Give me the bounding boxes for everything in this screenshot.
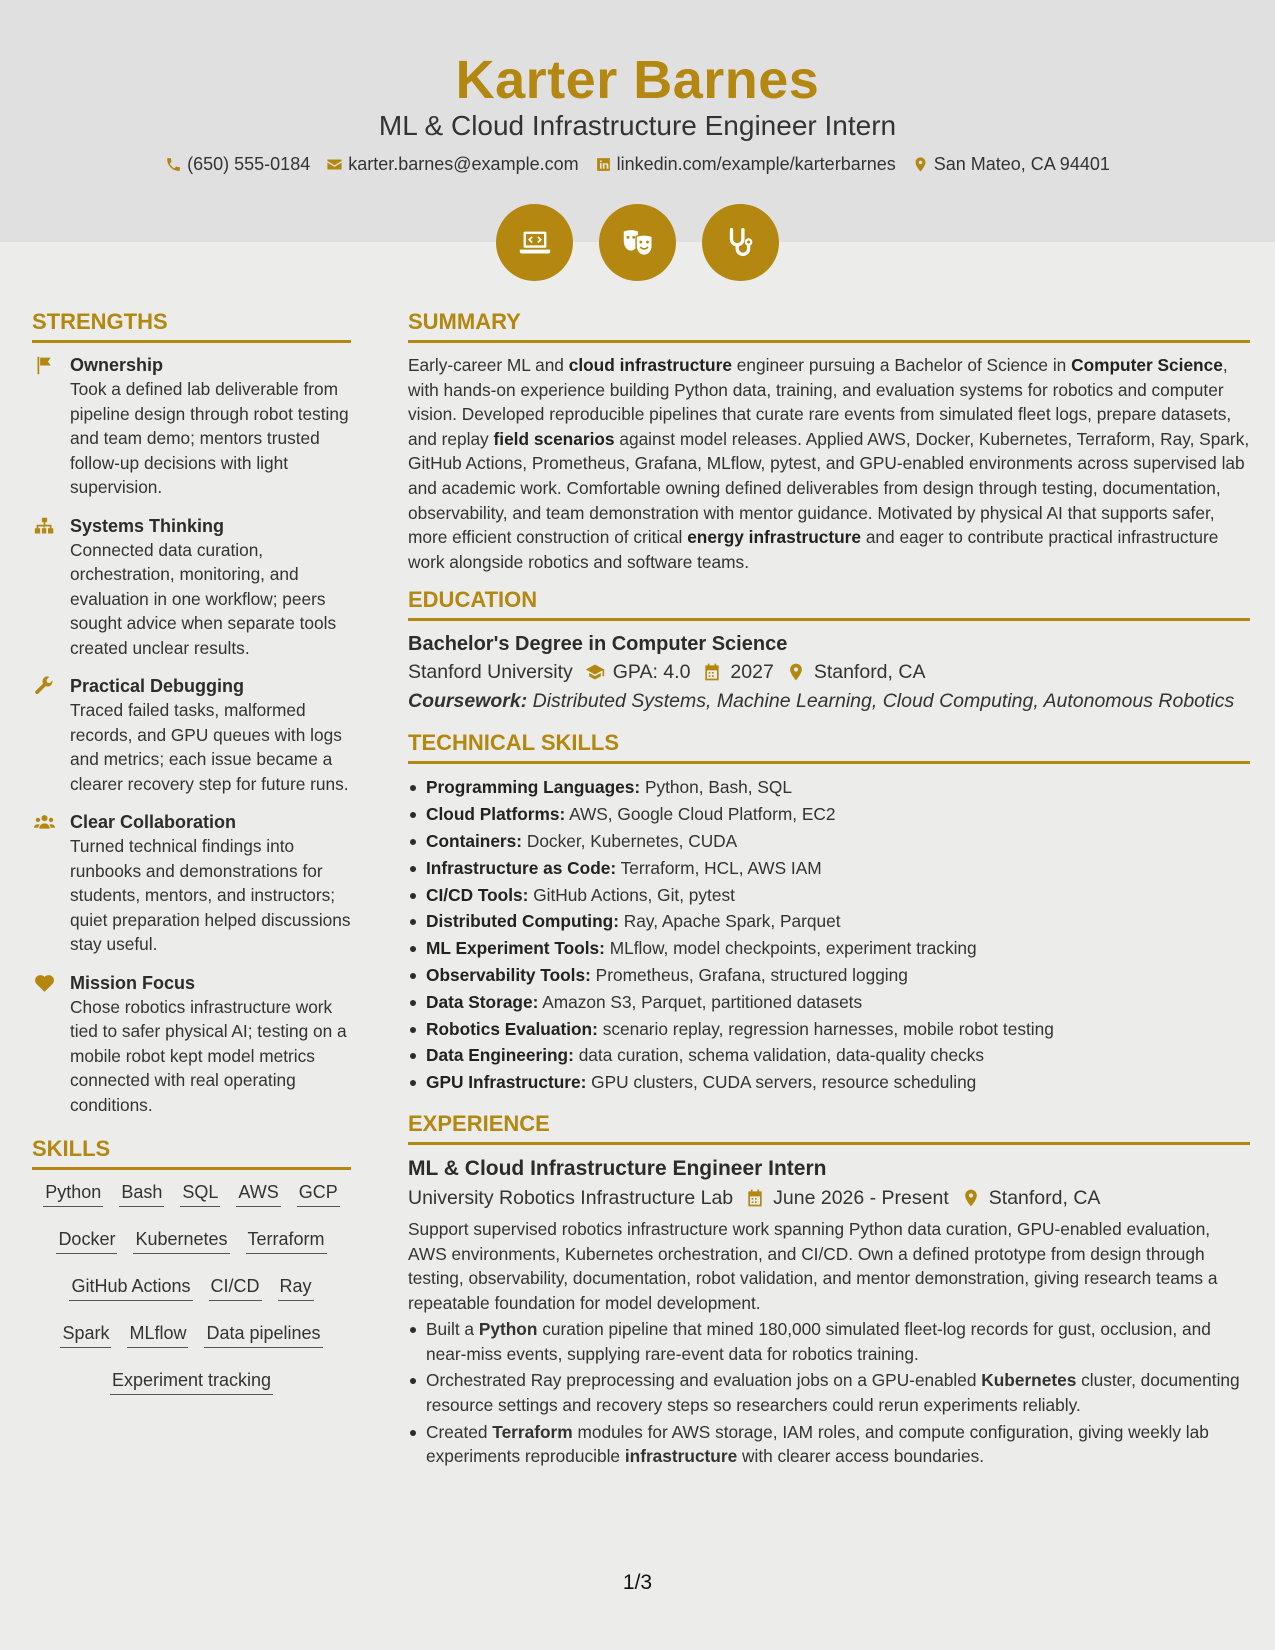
bold-phrase: infrastructure: [624, 1446, 738, 1467]
badge-stethoscope: [702, 204, 779, 281]
text-run: and eager to contribute practical infrastructure work alongside robotics and software teams.: [408, 527, 1219, 572]
contact-bar: [0, 152, 1275, 176]
calendar-icon: [745, 1188, 765, 1208]
skill-label: Data Engineering:: [426, 1045, 574, 1066]
contact-location: [912, 152, 1110, 176]
bold-phrase: cloud infrastructure: [568, 355, 732, 375]
email-text: karter.barnes@example.com: [348, 154, 579, 174]
list-item: [408, 908, 1250, 935]
skill-value: data curation, schema validation, data-quality checks: [578, 1045, 985, 1066]
school-name: Stanford University: [408, 661, 573, 684]
skill-value: Ray, Apache Spark, Parquet: [623, 911, 841, 932]
list-item: [408, 828, 1250, 855]
skill-value: Terraform, HCL, AWS IAM: [620, 857, 822, 878]
list-item: [408, 935, 1250, 962]
list-item: [408, 989, 1250, 1016]
list-item: [408, 1069, 1250, 1096]
skills-heading: SKILLS: [32, 1135, 351, 1170]
contact-email[interactable]: [326, 152, 578, 176]
stethoscope-icon: [722, 224, 760, 262]
text-run: Orchestrated Ray preprocessing and evaluation jobs on a GPU-enabled: [426, 1370, 982, 1391]
map-marker-icon: [912, 156, 929, 173]
contact-linkedin[interactable]: [595, 152, 896, 176]
skill-tag: CI/CD: [209, 1274, 262, 1301]
coursework-list: Distributed Systems, Machine Learning, Cloud Computing, Autonomous Robotics: [532, 690, 1235, 713]
list-item: [408, 774, 1250, 801]
school-location: Stanford, CA: [813, 661, 926, 684]
skill-label: ML Experiment Tools:: [426, 938, 605, 959]
skill-label: Distributed Computing:: [426, 911, 619, 932]
badge-laptop: [496, 204, 573, 281]
education-meta: [408, 657, 1250, 687]
candidate-role: ML & Cloud Infrastructure Engineer Intern: [378, 110, 897, 141]
contact-phone[interactable]: [165, 152, 310, 176]
list-item: [408, 855, 1250, 882]
skill-tag: AWS: [236, 1180, 280, 1207]
list-item: [408, 1042, 1250, 1069]
skill-tag: MLflow: [127, 1321, 188, 1348]
skill-tag: GCP: [297, 1180, 340, 1207]
phone-icon: [165, 156, 182, 173]
envelope-icon: [326, 156, 343, 173]
skill-value: scenario replay, regression harnesses, mobile robot testing: [602, 1018, 1054, 1039]
strength-title: Systems Thinking: [70, 515, 225, 536]
skill-value: Python, Bash, SQL: [644, 777, 792, 798]
bold-phrase: energy infrastructure: [687, 527, 862, 548]
theater-masks-icon: [619, 224, 657, 262]
experience-heading: EXPERIENCE: [408, 1110, 1250, 1145]
bold-phrase: Computer Science: [1071, 355, 1223, 375]
skill-tag: Ray: [278, 1274, 314, 1301]
linkedin-text: linkedin.com/example/karterbarnes: [616, 154, 896, 174]
right-column: [408, 308, 1250, 1471]
graduation-cap-icon: [585, 662, 605, 682]
job-description: Support supervised robotics infrastructure work spanning Python data curation, GPU-enabled evaluation, AWS environments, Kubernetes orchestration, and CI/CD. Own a defined prototype from design through testing, observability, documentation, robot validation, and mentor demonstration, giving research teams a repeatable foundation for model development.: [408, 1218, 1218, 1313]
wrench-icon: [34, 676, 55, 697]
skill-tag: Bash: [119, 1180, 164, 1207]
skill-label: CI/CD Tools:: [426, 884, 529, 905]
strength-item: [32, 810, 351, 957]
technical-skills-list: [408, 774, 1250, 1096]
skill-label: Data Storage:: [426, 991, 539, 1012]
interest-badges: [0, 204, 1275, 281]
organization-name: University Robotics Infrastructure Lab: [408, 1186, 734, 1209]
strength-text: Chose robotics infrastructure work tied to safer physical AI; testing on a mobile robot kept model metrics connected with real operating conditions.: [70, 996, 347, 1115]
list-item: [408, 1317, 1250, 1366]
heart-icon: [34, 973, 55, 994]
list-item: [408, 1368, 1250, 1417]
strength-text: Connected data curation, orchestration, monitoring, and evaluation in one workflow; peers sought advice when separate tools created unclear results.: [70, 539, 337, 658]
strength-item: [32, 353, 351, 500]
calendar-icon: [702, 662, 722, 682]
skill-tag: GitHub Actions: [69, 1274, 192, 1301]
map-marker-icon: [961, 1188, 981, 1208]
text-run: cluster, documenting resource settings and recovery steps so researchers could rerun experiments reliably.: [426, 1370, 1240, 1416]
skill-label: Programming Languages:: [426, 777, 641, 798]
text-run: Created: [426, 1421, 493, 1442]
list-item: [408, 801, 1250, 828]
skill-value: AWS, Google Cloud Platform, EC2: [569, 804, 836, 825]
strength-item: [32, 514, 351, 661]
skill-label: Containers:: [426, 830, 523, 851]
skill-tag: Docker: [56, 1227, 117, 1254]
experience-bullets: [408, 1317, 1250, 1469]
summary-heading: SUMMARY: [408, 308, 1250, 343]
skill-label: Observability Tools:: [426, 964, 591, 985]
bold-phrase: Kubernetes: [981, 1370, 1077, 1391]
skill-value: MLflow, model checkpoints, experiment tracking: [609, 938, 977, 959]
strength-text: Traced failed tasks, malformed records, and GPU queues with logs and metrics; each issue became a clearer recovery step for future runs.: [70, 700, 349, 794]
strength-text: Turned technical findings into runbooks and demonstrations for students, mentors, and instructors; quiet preparation helped discussions stay useful.: [70, 836, 351, 954]
text-run: with clearer access boundaries.: [737, 1446, 985, 1467]
skill-label: GPU Infrastructure:: [426, 1072, 587, 1093]
list-item: [408, 1420, 1250, 1469]
skill-value: GPU clusters, CUDA servers, resource scheduling: [591, 1072, 977, 1093]
summary-text: [408, 353, 1250, 574]
skill-label: Cloud Platforms:: [426, 804, 566, 825]
map-marker-icon: [786, 662, 806, 682]
bold-phrase: Terraform: [492, 1421, 573, 1442]
job-dates: June 2026 - Present: [773, 1186, 949, 1209]
skill-label: Robotics Evaluation:: [426, 1018, 598, 1039]
skill-label: Infrastructure as Code:: [426, 857, 617, 878]
sitemap-icon: [34, 516, 55, 537]
skill-tag: Terraform: [246, 1227, 327, 1254]
users-icon: [34, 812, 55, 833]
strength-item: [32, 674, 351, 796]
page-number: 1/3: [622, 1571, 653, 1594]
badge-masks: [599, 204, 676, 281]
text-run: engineer pursuing a Bachelor of Science in: [731, 355, 1072, 375]
education-heading: EDUCATION: [408, 586, 1250, 621]
skill-value: Amazon S3, Parquet, partitioned datasets: [542, 991, 863, 1012]
job-meta: [408, 1183, 1250, 1213]
technical-skills-heading: TECHNICAL SKILLS: [408, 729, 1250, 764]
strengths-heading: STRENGTHS: [32, 308, 351, 343]
text-run: against model releases. Applied AWS, Docker, Kubernetes, Terraform, Ray, Spark, GitHub Actions, Prometheus, Grafana, MLflow, pytest, and GPU-enabled environments across supervised lab and academic work. Comfortable owning defined deliverables from design through testing, documentation, observability, and team demonstration with mentor guidance. Motivated by physical AI that supports safer, more efficient construction of critical: [408, 428, 1250, 548]
left-column: [32, 308, 351, 1415]
text-run: Early-career ML and: [408, 355, 569, 375]
graduation-year: 2027: [730, 661, 774, 684]
strength-title: Clear Collaboration: [70, 812, 237, 832]
list-item: [408, 962, 1250, 989]
text-run: Built a: [426, 1319, 479, 1340]
strength-title: Ownership: [70, 355, 164, 375]
text-run: modules for AWS storage, IAM roles, and compute configuration, giving weekly lab experiments reproducible: [426, 1421, 1209, 1467]
strength-title: Mission Focus: [70, 972, 196, 993]
skill-value: Docker, Kubernetes, CUDA: [526, 830, 738, 851]
gpa-text: GPA: 4.0: [612, 661, 691, 684]
skill-tag: Python: [43, 1180, 103, 1207]
skill-tag: Kubernetes: [133, 1227, 229, 1254]
bold-phrase: field scenarios: [493, 428, 615, 449]
list-item: [408, 882, 1250, 909]
text-run: curation pipeline that mined 180,000 simulated fleet-log records for gust, occlusion, and near-miss events, supplying rare-event data for robotics training.: [426, 1319, 1211, 1364]
strength-text: Took a defined lab deliverable from pipeline design through robot testing and team demo; mentors trusted follow-up decisions with light supervision.: [70, 379, 349, 497]
skill-tag: Spark: [60, 1321, 111, 1348]
skill-tag: Data pipelines: [204, 1321, 322, 1348]
skill-tag: SQL: [180, 1180, 220, 1207]
skill-value: Prometheus, Grafana, structured logging: [595, 964, 908, 985]
list-item: [408, 1016, 1250, 1043]
coursework: [408, 689, 1250, 713]
skill-value: GitHub Actions, Git, pytest: [533, 884, 735, 905]
strength-title: Practical Debugging: [70, 676, 245, 696]
linkedin-icon: [595, 156, 612, 173]
strength-item: [32, 971, 351, 1118]
flag-icon: [34, 355, 55, 376]
job-location: Stanford, CA: [988, 1186, 1101, 1209]
degree-title: Bachelor's Degree in Computer Science: [408, 633, 788, 656]
skills-tag-cloud: [32, 1180, 351, 1395]
candidate-name: Karter Barnes: [455, 50, 820, 110]
skill-tag: Experiment tracking: [110, 1368, 273, 1395]
text-run: , with hands-on experience building Python data, training, and evaluation systems for robotics and computer vision. Developed reproducible pipelines that curate rare events from simulated fleet logs, prepare datasets, and replay: [408, 355, 1232, 449]
laptop-code-icon: [516, 224, 554, 262]
bold-phrase: Python: [478, 1319, 538, 1340]
location-text: San Mateo, CA 94401: [933, 154, 1110, 174]
coursework-label: Coursework:: [408, 690, 528, 713]
phone-text: (650) 555-0184: [187, 154, 311, 174]
job-title: ML & Cloud Infrastructure Engineer Intern: [408, 1156, 827, 1180]
